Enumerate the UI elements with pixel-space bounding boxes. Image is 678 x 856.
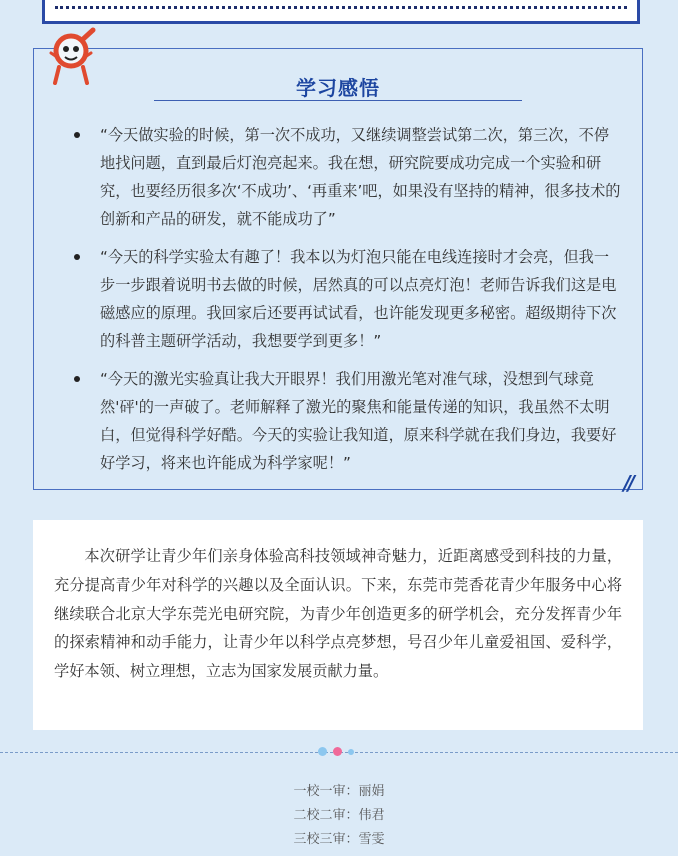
reflection-card <box>33 48 643 495</box>
review-credits <box>0 780 678 852</box>
divider-dots <box>318 747 354 756</box>
summary-paragraph: 本次研学让青少年们亲身体验高科技领域神奇魅力，近距离感受到科技的力量，充分提高青少年对科学的兴趣以及全面认识。下来，东莞市莞香花青少年服务中心将继续联合北京大学东莞光电研究院，为青少年创造更多的研学机会，充分发挥青少年的探索精神和动手能力，让青少年以科学点亮梦想，号召少年儿童爱祖国、爱科学，学好本领、树立理想，立志为国家发展贡献力量。 <box>54 547 622 681</box>
small-blue-dot-icon <box>348 749 354 755</box>
quote-text: “今天做实验的时候，第一次不成功，又继续调整尝试第二次，第三次，不停地找问题，直到最后灯泡亮起来。我在想，研究院要成功完成一个实验和研究，也要经历很多次‘不成功’、‘再重来’吧，如果没有坚持的精神，很多技术的创新和产品的研发，就不能成功了” <box>100 126 621 228</box>
credit-line: 二校二审：伟君 <box>293 808 385 823</box>
section-title: 学习感悟 <box>296 76 380 100</box>
blue-dot-icon <box>318 747 327 756</box>
title-underline <box>154 100 522 101</box>
list-item <box>74 121 624 233</box>
pink-dot-icon <box>333 747 342 756</box>
credit-line: 一校一审：丽娟 <box>293 784 385 799</box>
bullet-icon <box>74 132 80 138</box>
list-item <box>74 243 624 355</box>
bullet-icon <box>74 254 80 260</box>
quote-text: “今天的激光实验真让我大开眼界！我们用激光笔对准气球，没想到气球竟然'砰'的一声破了。老师解释了激光的聚焦和能量传递的知识，我虽然不太明白，但觉得科学好酷。今天的实验让我知道，原来科学就在我们身边，我要好好学习，将来也许能成为科学家呢！” <box>100 370 617 472</box>
credit-line: 三校三审：雪雯 <box>293 832 385 847</box>
corner-slash-icon: // <box>623 471 632 495</box>
dotted-border <box>55 6 627 9</box>
summary-box <box>33 520 643 730</box>
previous-section-frame <box>42 0 640 24</box>
quote-text: “今天的科学实验太有趣了！我本以为灯泡只能在电线连接时才会亮，但我一步一步跟着说明书去做的时候，居然真的可以点亮灯泡！老师告诉我们这是电磁感应的原理。我回家后还要再试试看，也许能发现更多秘密。超级期待下次的科普主题研学活动，我想要学到更多！” <box>100 248 617 350</box>
bullet-icon <box>74 376 80 382</box>
list-item <box>74 365 624 477</box>
quote-list <box>74 121 624 487</box>
